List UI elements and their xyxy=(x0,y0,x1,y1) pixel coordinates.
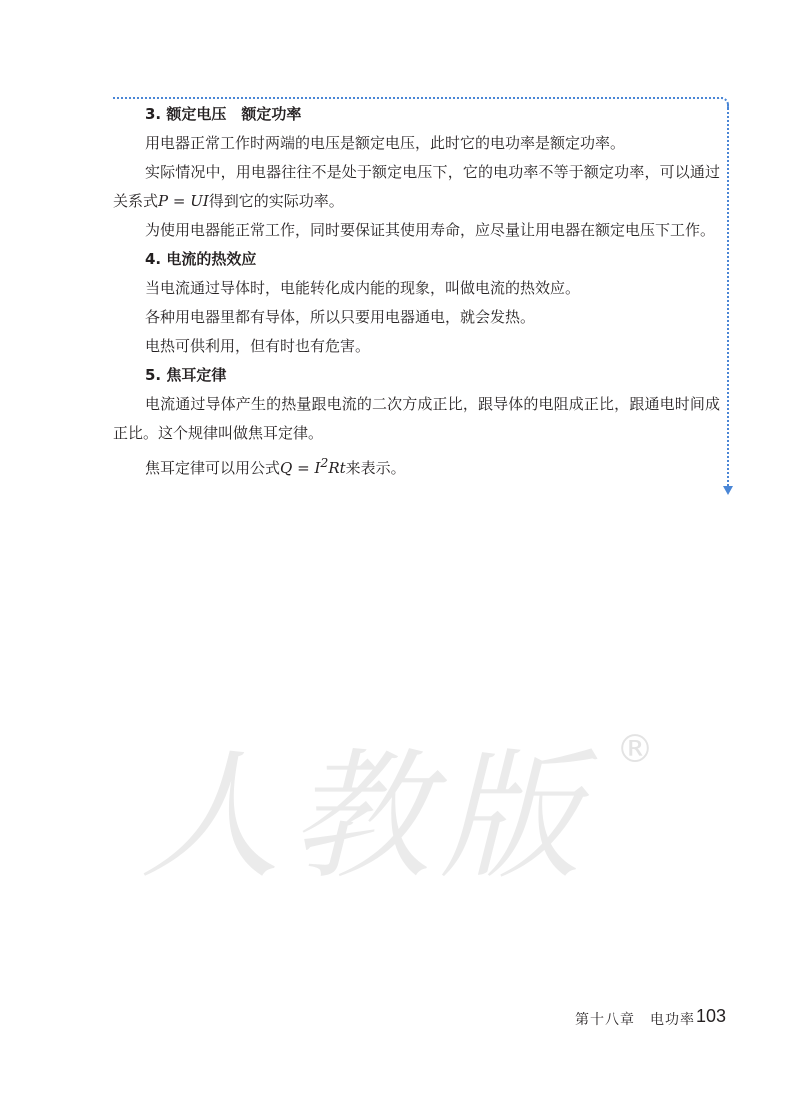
paragraph xyxy=(113,448,720,483)
paragraph: 当电流通过导体时，电能转化成内能的现象，叫做电流的热效应。 xyxy=(145,279,581,297)
formula-i: I xyxy=(314,459,321,477)
paragraph: 为使用电器能正常工作，同时要保证其使用寿命，应尽量让用电器在额定电压下工作。 xyxy=(145,221,716,239)
paragraph: 电热可供利用，但有时也有危害。 xyxy=(145,337,371,355)
formula-equals: = xyxy=(292,459,315,477)
paragraph xyxy=(113,158,720,216)
formula-exponent: 2 xyxy=(320,455,329,470)
paragraph-text: 实际情况中，用电器往往不是处于额定电压下，它的电功率不等于额定功率，可以通过关系式 xyxy=(113,163,720,210)
publisher-watermark: 人教版 xyxy=(140,736,591,899)
paragraph-text: 得到它的实际功率。 xyxy=(208,192,344,210)
formula-rt: Rt xyxy=(328,459,346,477)
section-heading-joule-law: 5. 焦耳定律 xyxy=(145,366,227,384)
formula-joule xyxy=(280,455,346,477)
formula-power: P = UI xyxy=(158,192,209,210)
summary-content xyxy=(113,100,720,483)
paragraph: 用电器正常工作时两端的电压是额定电压，此时它的电功率是额定功率。 xyxy=(145,134,626,152)
dotted-frame-top xyxy=(113,97,723,99)
formula-q: Q xyxy=(280,459,293,477)
page-number: 103 xyxy=(696,1006,727,1026)
dotted-frame-right xyxy=(727,104,729,486)
paragraph: 各种用电器里都有导体，所以只要用电器通电，就会发热。 xyxy=(145,308,536,326)
down-arrow-icon xyxy=(723,486,733,495)
section-heading-rated: 3. 额定电压 额定功率 xyxy=(145,105,302,123)
paragraph-text: 来表示。 xyxy=(345,459,406,477)
paragraph: 电流通过导体产生的热量跟电流的二次方成正比，跟导体的电阻成正比，跟通电时间成正比。这个规律叫做焦耳定律。 xyxy=(113,395,720,442)
paragraph-text: 焦耳定律可以用公式 xyxy=(145,459,281,477)
registered-mark: ® xyxy=(616,727,654,771)
section-heading-heat-effect: 4. 电流的热效应 xyxy=(145,250,257,268)
chapter-footer: 第十八章 电功率 xyxy=(575,1012,695,1028)
